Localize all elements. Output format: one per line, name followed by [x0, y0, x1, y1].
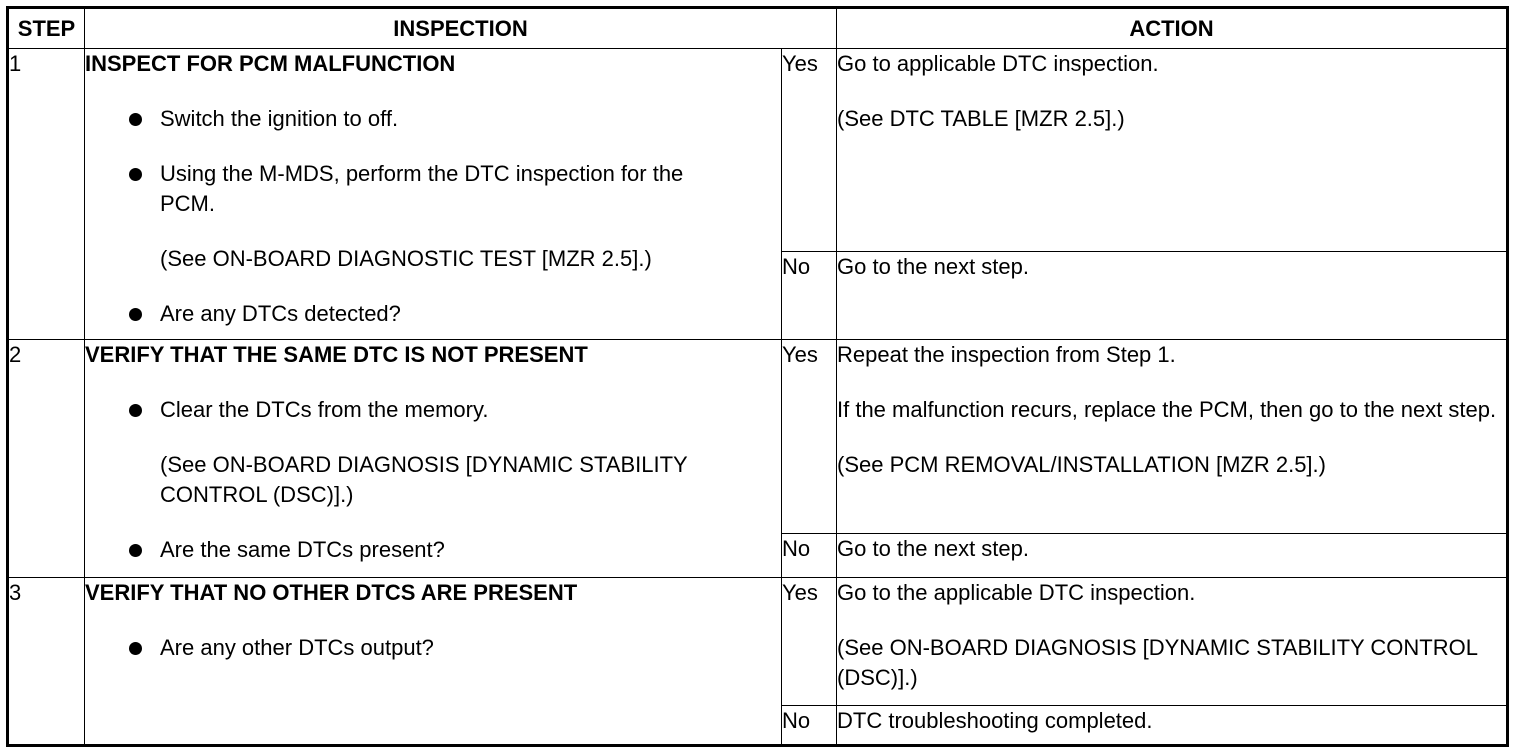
bullet-text: Are the same DTCs present? — [160, 537, 445, 563]
step-title: INSPECT FOR PCM MALFUNCTION — [85, 51, 456, 77]
no-label: No — [782, 705, 837, 745]
step-title: VERIFY THAT NO OTHER DTCS ARE PRESENT — [85, 579, 578, 605]
action-reference: (See PCM REMOVAL/INSTALLATION [MZR 2.5].) — [837, 452, 1326, 478]
yes-label: Yes — [782, 577, 837, 705]
step-number: 1 — [8, 49, 85, 340]
no-action — [837, 705, 1508, 745]
action-text: Go to the next step. — [837, 254, 1030, 280]
header-inspection: INSPECTION — [85, 8, 837, 49]
yes-action — [837, 49, 1508, 252]
bullet-item — [85, 159, 781, 219]
action-text: Go to the next step. — [837, 535, 1030, 561]
yes-action — [837, 340, 1508, 533]
yes-label: Yes — [782, 49, 837, 252]
bullet-icon — [129, 168, 142, 181]
step-2-inspection — [85, 340, 782, 577]
yes-label: Yes — [782, 340, 837, 533]
bullet-text: Using the M-MDS, perform the DTC inspection for the PCM. — [160, 161, 684, 217]
bullet-text: Are any DTCs detected? — [160, 301, 401, 327]
step-2-yes-row — [8, 340, 1508, 533]
no-action — [837, 533, 1508, 577]
bullet-item — [85, 633, 781, 663]
bullet-item — [85, 104, 781, 134]
header-action: ACTION — [837, 8, 1508, 49]
no-label: No — [782, 252, 837, 340]
bullet-text: Are any other DTCs output? — [160, 634, 434, 660]
bullet-text: Clear the DTCs from the memory. — [160, 397, 489, 423]
action-text: DTC troubleshooting completed. — [837, 707, 1153, 733]
step-1-inspection — [85, 49, 782, 340]
header-row — [8, 8, 1508, 49]
step-3-yes-row — [8, 577, 1508, 705]
bullet-item — [85, 395, 781, 425]
action-text: If the malfunction recurs, replace the PCM, then go to the next step. — [837, 397, 1497, 423]
step-number: 2 — [8, 340, 85, 577]
bullet-icon — [129, 308, 142, 321]
bullet-icon — [129, 404, 142, 417]
no-action — [837, 252, 1508, 340]
reference-text: (See ON-BOARD DIAGNOSIS [DYNAMIC STABILITY CONTROL (DSC)].) — [160, 452, 688, 508]
bullet-item — [85, 535, 781, 565]
bullet-icon — [129, 544, 142, 557]
bullet-icon — [129, 642, 142, 655]
bullet-text: Switch the ignition to off. — [160, 106, 399, 132]
action-reference: (See ON-BOARD DIAGNOSIS [DYNAMIC STABILITY CONTROL (DSC)].) — [837, 634, 1478, 690]
step-title: VERIFY THAT THE SAME DTC IS NOT PRESENT — [85, 342, 588, 368]
step-1-yes-row — [8, 49, 1508, 252]
step-3-inspection — [85, 577, 782, 745]
action-text: Go to the applicable DTC inspection. — [837, 579, 1196, 605]
bullet-item — [85, 299, 781, 329]
no-label: No — [782, 533, 837, 577]
action-text: Repeat the inspection from Step 1. — [837, 342, 1176, 368]
action-text: Go to applicable DTC inspection. — [837, 51, 1159, 77]
yes-action — [837, 577, 1508, 705]
reference-text: (See ON-BOARD DIAGNOSTIC TEST [MZR 2.5].) — [160, 246, 652, 272]
dtc-inspection-table — [6, 6, 1509, 747]
step-number: 3 — [8, 577, 85, 745]
header-step: STEP — [8, 8, 85, 49]
bullet-icon — [129, 113, 142, 126]
action-reference: (See DTC TABLE [MZR 2.5].) — [837, 106, 1125, 132]
